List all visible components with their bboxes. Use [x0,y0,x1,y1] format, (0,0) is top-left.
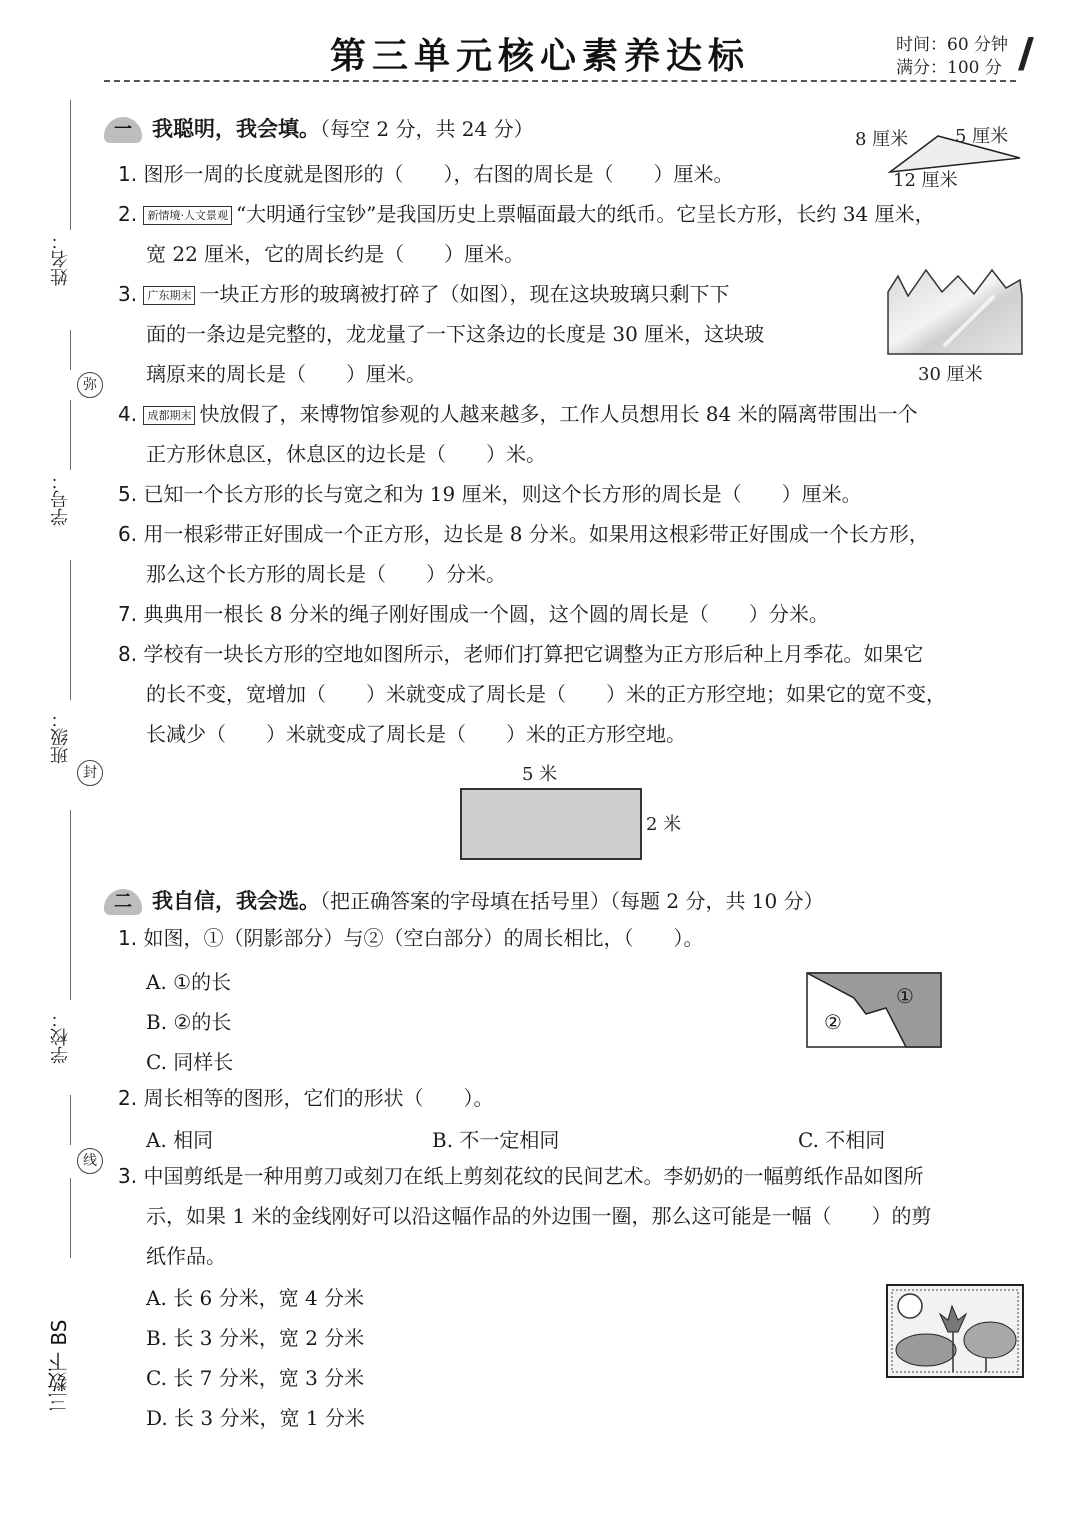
question-1-6: 6. 用一根彩带正好围成一个正方形，边长是 8 分米。如果用这根彩带正好围成一个长方形， [118,522,929,546]
margin-number-label: 学号： [50,472,71,526]
question-1-3-line2: 面的一条边是完整的，龙龙量了一下这条边的长度是 30 厘米，这块玻 [146,322,765,346]
margin-line [70,100,71,230]
section-2-title: 我自信，我会选。 [152,889,320,913]
question-1-7: 7. 典典用一根长 8 分米的绳子刚好围成一个圆，这个圆的周长是（ ）分米。 [118,602,829,626]
margin-class-label: 班级： [50,710,71,764]
section-2-header [104,885,824,915]
question-1-5: 5. 已知一个长方形的长与宽之和为 19 厘米，则这个长方形的周长是（ ）厘米。 [118,482,862,506]
triangle-side-a: 8 厘米 [855,129,909,150]
section-1-title: 我聪明，我会填。 [152,117,320,141]
question-1-2-line2: 宽 22 厘米，它的周长约是（ ）厘米。 [146,242,525,266]
option-b: B. 不一定相同 [432,1128,560,1152]
question-1-2: 2. 新情境·人文景观 “大明通行宝钞”是我国历史上票幅面最大的纸币。它呈长方形，长约 34 厘米， [118,202,935,226]
broken-glass-figure [884,266,1026,358]
question-2-1: 1. 如图，①（阴影部分）与②（空白部分）的周长相比，（ ）。 [118,926,704,950]
question-tag: 新情境·人文景观 [143,206,232,225]
triangle-side-c: 12 厘米 [893,170,958,191]
seal-mark: 线 [77,1148,103,1174]
margin-line [70,810,71,1000]
question-tag: 广东期末 [143,286,195,305]
option-c: C. 不相同 [798,1128,886,1152]
header-slashes: /// [1018,30,1020,77]
option-c: C. 长 7 分米，宽 3 分米 [146,1366,365,1390]
glass-side-label: 30 厘米 [918,364,983,385]
section-2-badge: 二 [104,889,142,915]
question-1-8: 8. 学校有一块长方形的空地如图所示，老师们打算把它调整为正方形后种上月季花。如果它 [118,642,924,666]
book-brand: 三数下 BS [47,1319,71,1412]
question-1-3-line3: 璃原来的周长是（ ）厘米。 [146,362,426,386]
question-2-2: 2. 周长相等的图形，它们的形状（ ）。 [118,1086,494,1110]
question-1-1: 1. 图形一周的长度就是图形的（ ），右图的周长是（ ）厘米。 [118,162,734,186]
option-a: A. 长 6 分米，宽 4 分米 [146,1286,365,1310]
seal-mark: 弥 [77,372,103,398]
margin-line [70,1178,71,1258]
region-2-label: ② [824,1010,842,1034]
seal-mark: 封 [77,760,103,786]
question-tag: 成都期末 [143,406,195,425]
question-2-3-line3: 纸作品。 [146,1244,226,1268]
rect-top-label: 5 米 [522,764,558,785]
question-1-8-line2: 的长不变，宽增加（ ）米就变成了周长是（ ）米的正方形空地；如果它的宽不变， [146,682,946,706]
rect-right-label: 2 米 [646,814,682,835]
option-d: D. 长 3 分米，宽 1 分米 [146,1406,365,1430]
section-1-badge: 一 [104,117,142,143]
margin-name-label: 姓名： [50,232,71,286]
question-2-3: 3. 中国剪纸是一种用剪刀或刻刀在纸上剪刻花纹的民间艺术。李奶奶的一幅剪纸作品如图所 [118,1164,924,1188]
paper-cut-figure [886,1284,1026,1380]
option-a: A. ①的长 [146,970,232,994]
section-2-note: （把正确答案的字母填在括号里）（每题 2 分，共 10 分） [320,889,824,913]
option-a: A. 相同 [146,1128,214,1152]
option-c: C. 同样长 [146,1050,234,1074]
margin-school-label: 学校： [50,1010,71,1064]
question-1-4: 4. 成都期末 快放假了，来博物馆参观的人越来越多，工作人员想用长 84 米的隔离带围出一个 [118,402,918,426]
triangle-side-b: 5 厘米 [955,126,1009,147]
page-title: 第三单元核心素养达标 [329,35,750,77]
rectangle-figure [460,788,642,860]
time-info [896,34,1008,80]
question-1-3: 3. 广东期末 一块正方形的玻璃被打碎了（如图），现在这块玻璃只剩下下 [118,282,730,306]
question-1-8-line3: 长减少（ ）米就变成了周长是（ ）米的正方形空地。 [146,722,686,746]
section-1-note: （每空 2 分，共 24 分） [320,117,534,141]
margin-line [70,1095,71,1145]
option-b: B. 长 3 分米，宽 2 分米 [146,1326,365,1350]
question-2-3-line2: 示，如果 1 米的金线刚好可以沿这幅作品的外边围一圈，那么这可能是一幅（ ）的剪 [146,1204,932,1228]
question-1-6-line2: 那么这个长方形的周长是（ ）分米。 [146,562,506,586]
region-1-label: ① [896,984,914,1008]
option-b: B. ②的长 [146,1010,232,1034]
header-divider [104,80,1016,82]
margin-line [70,400,71,470]
full-score: 满分：100 分 [896,58,1002,78]
margin-line [70,560,71,700]
margin-line [70,330,71,370]
time-limit: 时间：60 分钟 [896,35,1009,55]
section-1-header [104,113,534,143]
question-1-4-line2: 正方形休息区，休息区的边长是（ ）米。 [146,442,546,466]
